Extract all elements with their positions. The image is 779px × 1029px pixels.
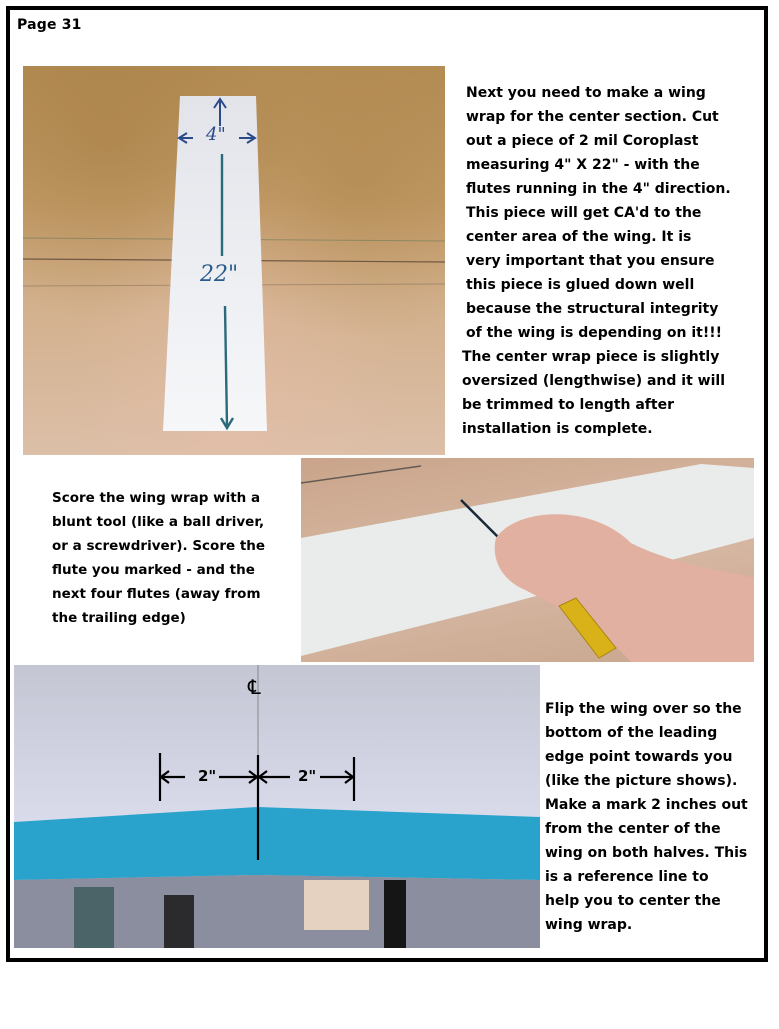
length-dimension-label: 22": [200, 262, 239, 287]
wing-leading-edge: [14, 807, 540, 880]
wing-illustration: [14, 665, 540, 948]
instructions-cut-wing-wrap: Next you need to make a wing wrap for the center section. Cut out a piece of 2 mil Coroplast measuring 4" X 22" - with the flutes running in the 4" direction. This piece will get CA'd to the center area of the wing. It is very important that you ensure this piece is glued down well because the structural integrity of the wing is depending on it!!!: [466, 85, 731, 341]
centerline-label: ℄: [248, 675, 261, 699]
page-number: Page 31: [17, 17, 82, 33]
strip-illustration: [23, 66, 445, 455]
right-dimension-label: 2": [298, 767, 317, 785]
instructions-flip-and-mark: Flip the wing over so the bottom of the leading edge point towards you (like the picture shows). Make a mark 2 inches out from the center of the wing on both halves. This is a reference line to help you to center the wing wrap.: [545, 701, 748, 933]
width-dimension-label: 4": [206, 124, 226, 145]
photo-coroplast-strip: [23, 66, 445, 455]
scoring-illustration: [301, 458, 754, 662]
photo-scoring-with-screwdriver: [301, 458, 754, 662]
instructions-oversized-note: The center wrap piece is slightly oversized (lengthwise) and it will be trimmed to length after installation is complete.: [462, 349, 725, 437]
instructions-score-wing-wrap: Score the wing wrap with a blunt tool (like a ball driver, or a screwdriver). Score the flute you marked - and the next four flutes (away from the trailing edge): [52, 490, 266, 626]
left-dimension-label: 2": [198, 767, 217, 785]
photo-wing-centerline-marks: [14, 665, 540, 948]
